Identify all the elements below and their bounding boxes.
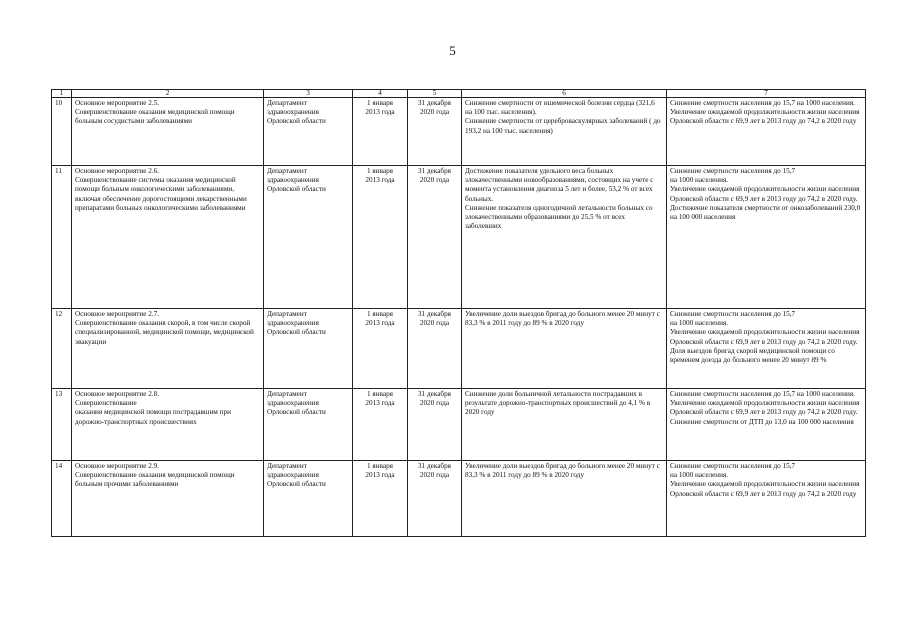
row-number: 12 bbox=[52, 309, 72, 389]
expected-result-cell: Достижение показателя удельного веса больных злокачественными новообразованиями, состоящих на учете с момента установления диагноза 5 лет и более, 53,2 % от всех больных. Снижение показателя одногодичной летальности больных со злокачественными образованиями до 25,5 % от всех заболевших bbox=[462, 166, 667, 309]
table-row bbox=[52, 98, 866, 166]
column-number: 2 bbox=[72, 90, 264, 98]
column-number: 6 bbox=[462, 90, 667, 98]
table-row bbox=[52, 389, 866, 461]
measure-cell: Основное мероприятие 2.6. Совершенствование системы оказания медицинской помощи больным онкологическими заболеваниями, включая обеспечение дорогостоящими лекарственными препаратами больных онкологическими заболеваниями bbox=[72, 166, 264, 309]
column-number: 4 bbox=[353, 90, 408, 98]
end-date-cell: 31 декабря 2020 года bbox=[408, 309, 462, 389]
row-number: 11 bbox=[52, 166, 72, 309]
table-row bbox=[52, 461, 866, 537]
start-date-cell: 1 января 2013 года bbox=[353, 166, 408, 309]
column-number: 3 bbox=[264, 90, 353, 98]
start-date-cell: 1 января 2013 года bbox=[353, 461, 408, 537]
measure-cell: Основное мероприятие 2.9. Совершенствование оказания медицинской помощи больным прочими заболеваниями bbox=[72, 461, 264, 537]
measure-cell: Основное мероприятие 2.5. Совершенствование оказания медицинской помощи больным сосудистыми заболеваниями bbox=[72, 98, 264, 166]
expected-result-cell: Снижение смертности от ишемической болезни сердца (321,6 на 100 тыс. населения). Снижение смертности от цереброваскулярных заболеваний ( до 193,2 на 100 тыс. населения) bbox=[462, 98, 667, 166]
row-number: 13 bbox=[52, 389, 72, 461]
page-number: 5 bbox=[449, 43, 456, 58]
executor-cell: Департамент здравоохранения Орловской области bbox=[264, 98, 353, 166]
column-number: 1 bbox=[52, 90, 72, 98]
column-number: 7 bbox=[667, 90, 866, 98]
target-indicators-cell: Снижение смертности населения до 15,7 на 1000 населения. Увеличение ожидаемой продолжительности жизни населения Орловской области с 69,9 лет в 2013 году до 74,2 в 2020 году bbox=[667, 98, 866, 166]
expected-result-cell: Увеличение доли выездов бригад до больного менее 20 минут с 83,3 % в 2011 году до 89 % в 2020 году bbox=[462, 309, 667, 389]
measure-cell: Основное мероприятие 2.7. Совершенствование оказания скорой, в том числе скорой специализированной, медицинской помощи, медицинской эвакуации bbox=[72, 309, 264, 389]
expected-result-cell: Снижение доли больничной летальности пострадавших в результате дорожно-транспортных происшествий до 4,1 % в 2020 году bbox=[462, 389, 667, 461]
start-date-cell: 1 января 2013 года bbox=[353, 309, 408, 389]
target-indicators-cell: Снижение смертности населения до 15,7 на 1000 населения. Увеличение ожидаемой продолжительности жизни населения Орловской области с 69,9 лет в 2013 году до 74,2 в 2020 году. Доля выездов бригад скорой медицинской помощи со временем доезда до больного менее 20 минут 89 % bbox=[667, 309, 866, 389]
target-indicators-cell: Снижение смертности населения до 15,7 на 1000 населения. Увеличение ожидаемой продолжительности жизни населения Орловской области с 69,9 лет в 2013 году до 74,2 в 2020 году bbox=[667, 461, 866, 537]
column-number: 5 bbox=[408, 90, 462, 98]
start-date-cell: 1 января 2013 года bbox=[353, 98, 408, 166]
executor-cell: Департамент здравоохранения Орловской области bbox=[264, 166, 353, 309]
end-date-cell: 31 декабря 2020 года bbox=[408, 389, 462, 461]
start-date-cell: 1 января 2013 года bbox=[353, 389, 408, 461]
measure-cell: Основное мероприятие 2.8. Совершенствование оказания медицинской помощи пострадавшим при дорожно-транспортных происшествиях bbox=[72, 389, 264, 461]
expected-result-cell: Увеличение доли выездов бригад до больного менее 20 минут с 83,3 % в 2011 году до 89 % в 2020 году bbox=[462, 461, 667, 537]
executor-cell: Департамент здравоохранения Орловской области bbox=[264, 309, 353, 389]
measures-table bbox=[51, 89, 866, 537]
executor-cell: Департамент здравоохранения Орловской области bbox=[264, 461, 353, 537]
column-number-row bbox=[52, 90, 866, 98]
end-date-cell: 31 декабря 2020 года bbox=[408, 98, 462, 166]
table-row bbox=[52, 309, 866, 389]
target-indicators-cell: Снижение смертности населения до 15,7 на 1000 населения. Увеличение ожидаемой продолжительности жизни населения Орловской области с 69,9 лет в 2013 году до 74,2 в 2020 году. Достижение показателя смертности от онкозаболеваний 230,0 на 100 000 населения bbox=[667, 166, 866, 309]
row-number: 14 bbox=[52, 461, 72, 537]
end-date-cell: 31 декабря 2020 года bbox=[408, 461, 462, 537]
executor-cell: Департамент здравоохранения Орловской области bbox=[264, 389, 353, 461]
row-number: 10 bbox=[52, 98, 72, 166]
target-indicators-cell: Снижение смертности населения до 15,7 на 1000 населения. Увеличение ожидаемой продолжительности жизни населения Орловской области с 69,9 лет в 2013 году до 74,2 в 2020 году. Снижение смертности от ДТП до 13,0 на 100 000 населения bbox=[667, 389, 866, 461]
table-row bbox=[52, 166, 866, 309]
end-date-cell: 31 декабря 2020 года bbox=[408, 166, 462, 309]
